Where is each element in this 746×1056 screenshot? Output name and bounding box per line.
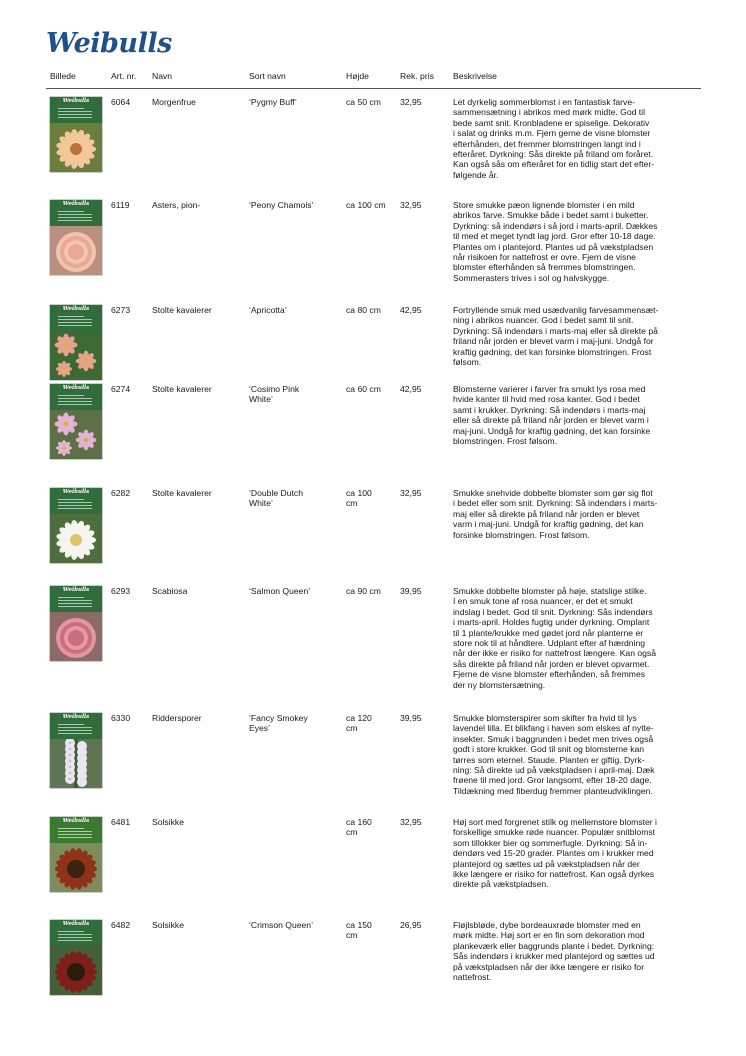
packet-brand-text: Weibulls — [62, 587, 90, 593]
variety-name: ‘Fancy Smokey Eyes’ — [249, 713, 308, 734]
description: Let dyrkelig sommerblomst i en fantastisk farve- sammensætning i abrikos med mørk midte. God til bede samt snit. Kronbladene er spiselige. Dekorativ i salat og drinks m.m. Fjern gerne de visne blomster efterhånden, det fremmer blomstringen langt ind i efteråret. Dyrkning: Sås direkte på friland om foråret. Kan også sås om efteråret for en tidlig start det efter- følgende år. — [453, 97, 655, 180]
art-number: 6481 — [111, 817, 131, 827]
height: ca 160 cm — [346, 817, 372, 838]
variety-name: ‘Cosimo Pink White’ — [249, 384, 300, 405]
seed-packet-image — [50, 200, 102, 275]
art-number: 6273 — [111, 305, 131, 315]
packet-brand-text: Weibulls — [62, 201, 90, 207]
price: 42,95 — [400, 384, 422, 394]
header-divider — [46, 88, 701, 89]
price: 32,95 — [400, 817, 422, 827]
product-name: Stolte kavalerer — [152, 488, 212, 498]
seed-packet-image — [50, 920, 102, 995]
product-name: Riddersporer — [152, 713, 202, 723]
height: ca 50 cm — [346, 97, 381, 107]
seed-packet-image — [50, 97, 102, 172]
flower-illustration — [50, 612, 102, 661]
packet-brand-text: Weibulls — [62, 921, 90, 927]
flower-illustration — [50, 226, 102, 275]
brand-logo: Weibulls — [46, 28, 172, 59]
price: 32,95 — [400, 97, 422, 107]
seed-packet-image — [50, 713, 102, 788]
product-name: Asters, pion- — [152, 200, 201, 210]
price: 26,95 — [400, 920, 422, 930]
flower-illustration — [50, 331, 102, 380]
seed-packet-image — [50, 488, 102, 563]
variety-name: ‘Apricotta’ — [249, 305, 287, 315]
art-number: 6330 — [111, 713, 131, 723]
height: ca 100 cm — [346, 488, 372, 509]
product-name: Morgenfrue — [152, 97, 196, 107]
seed-packet-image — [50, 305, 102, 380]
height: ca 100 cm — [346, 200, 386, 210]
flower-illustration — [50, 739, 102, 788]
variety-name: ‘Crimson Queen’ — [249, 920, 313, 930]
description: Smukke blomsterspirer som skifter fra hvid til lys lavendel lilla. Et blikfang i haven som elskes af nytte- insekter. Smuk i baggrunden i bedet men trives også godt i store krukker. God til snit og blomsterne kan tørres som eternel. Staude. Planten er giftig. Dyrk- ning: Så direkte ud på vækstpladsen i april-maj. Dæk frøene til med jord. Gror langsomt, efter 18-20 dage. Tildækning med fiberdug fremmer planteudviklingen. — [453, 713, 655, 796]
product-name: Stolte kavalerer — [152, 305, 212, 315]
variety-name: ‘Salmon Queen’ — [249, 586, 311, 596]
variety-name: ‘Peony Chamois’ — [249, 200, 314, 210]
packet-brand-text: Weibulls — [62, 489, 90, 495]
seed-packet-image — [50, 384, 102, 459]
seed-packet-image — [50, 817, 102, 892]
flower-illustration — [50, 946, 102, 995]
description: Fortryllende smuk med usædvanlig farvesammensæt- ning i abrikos nuancer. God i bedet samt til snit. Dyrkning: Så indendørs i marts-maj eller så direkte på friland når jorden er blevet varm i maj-juni. Undgå for kraftig gødning, det kan forsinke blomstringen. Frost følsom. — [453, 305, 659, 368]
column-header-rek-pris: Rek. pris — [400, 71, 434, 81]
art-number: 6482 — [111, 920, 131, 930]
column-header-navn: Navn — [152, 71, 173, 81]
art-number: 6064 — [111, 97, 131, 107]
price: 32,95 — [400, 488, 422, 498]
description: Blomsterne varierer i farver fra smukt lys rosa med hvide kanter til hvid med rosa kanter. God i bedet samt i krukker. Dyrkning: Så indendørs i marts-maj eller så direkte på friland når jorden er blevet varm i maj-juni. Undgå for kraftig gødning, det kan forsinke blomstringen. Frost følsom. — [453, 384, 651, 447]
column-header-sort-navn: Sort navn — [249, 71, 286, 81]
product-name: Solsikke — [152, 817, 184, 827]
flower-illustration — [50, 843, 102, 892]
packet-brand-text: Weibulls — [62, 714, 90, 720]
price: 39,95 — [400, 586, 422, 596]
description: Fløjlsbløde, dybe bordeauxrøde blomster med en mørk midte. Høj sort er en fin som dekoration mod plankeværk eller baggrunds plante i bedet. Dyrkning: Sås indendørs i krukker med plantejord og sættes ud på vækstpladsen når der ikke længere er risiko for nattefrost. — [453, 920, 655, 983]
variety-name: ‘Double Dutch White’ — [249, 488, 303, 509]
packet-brand-text: Weibulls — [62, 818, 90, 824]
flower-illustration — [50, 514, 102, 563]
art-number: 6119 — [111, 200, 130, 210]
variety-name: ‘Pygmy Buff’ — [249, 97, 297, 107]
description: Store smukke pæon lignende blomster i en mild abrikos farve. Smukke både i bedet samt i buketter. Dyrkning: så indendørs i så jord i marts-april. Dækkes til med et meget tyndt lag jord. Gror efter 10-18 dage. Plantes om i plantejord. Plantes ud på vækstpladsen når risikoen for nattefrost er ovre. Fjern de visne blomster efterhånden så fremmes blomstringen. Sommerasters trives i sol og halvskygge. — [453, 200, 658, 283]
price: 32,95 — [400, 200, 422, 210]
packet-brand-text: Weibulls — [62, 306, 90, 312]
description: Høj sort med forgrenet stilk og mellemstore blomster i forskellige smukke røde nuancer. Populær snitblomst som tillokker bier og sommerfugle. Dyrkning: Så in- dendørs ved 15-20 grader. Plantes om i krukker med plantejord og sættes ud på vækstpladsen når der ikke længere er risiko for nattefrost. Kan også dyrkes direkte på vækstpladsen. — [453, 817, 657, 890]
packet-brand-text: Weibulls — [62, 385, 90, 391]
flower-illustration — [50, 410, 102, 459]
packet-brand-text: Weibulls — [62, 98, 90, 104]
flower-illustration — [50, 123, 102, 172]
art-number: 6293 — [111, 586, 131, 596]
product-name: Stolte kavalerer — [152, 384, 212, 394]
price: 39,95 — [400, 713, 422, 723]
art-number: 6274 — [111, 384, 131, 394]
column-header-hojde: Højde — [346, 71, 369, 81]
height: ca 150 cm — [346, 920, 372, 941]
height: ca 80 cm — [346, 305, 381, 315]
product-name: Scabiosa — [152, 586, 188, 596]
description: Smukke snehvide dobbelte blomster som gør sig flot i bedet eller som snit. Dyrkning: Så indendørs i marts- maj eller så direkte på friland når jorden er blevet varm i maj-juni. Undgå for kraftig gødning, det kan forsinke blomstringen. Frost følsom. — [453, 488, 658, 540]
column-header-billede: Billede — [50, 71, 76, 81]
height: ca 60 cm — [346, 384, 381, 394]
column-header-art-nr: Art. nr. — [111, 71, 137, 81]
description: Smukke dobbelte blomster på høje, statslige stilke. I en smuk tone af rosa nuancer, er det et smukt indslag i bedet. God til snit. Dyrkning: Sås indendørs i marts-april. Holdes fugtig under dyrkning. Omplant til 1 plante/krukke med gødet jord når planterne er store nok til at håndtere. Udplant efter af hærdning når der ikke er risiko for nattefrost længere. Kan også sås direkte på friland når jorden er blevet opvarmet. Fjerne de visne blomster efterhånden, så fremmes der ny blomstersætning. — [453, 586, 657, 690]
product-name: Solsikke — [152, 920, 184, 930]
seed-packet-image — [50, 586, 102, 661]
column-header-beskrivelse: Beskrivelse — [453, 71, 497, 81]
height: ca 90 cm — [346, 586, 381, 596]
height: ca 120 cm — [346, 713, 372, 734]
price: 42,95 — [400, 305, 422, 315]
art-number: 6282 — [111, 488, 131, 498]
